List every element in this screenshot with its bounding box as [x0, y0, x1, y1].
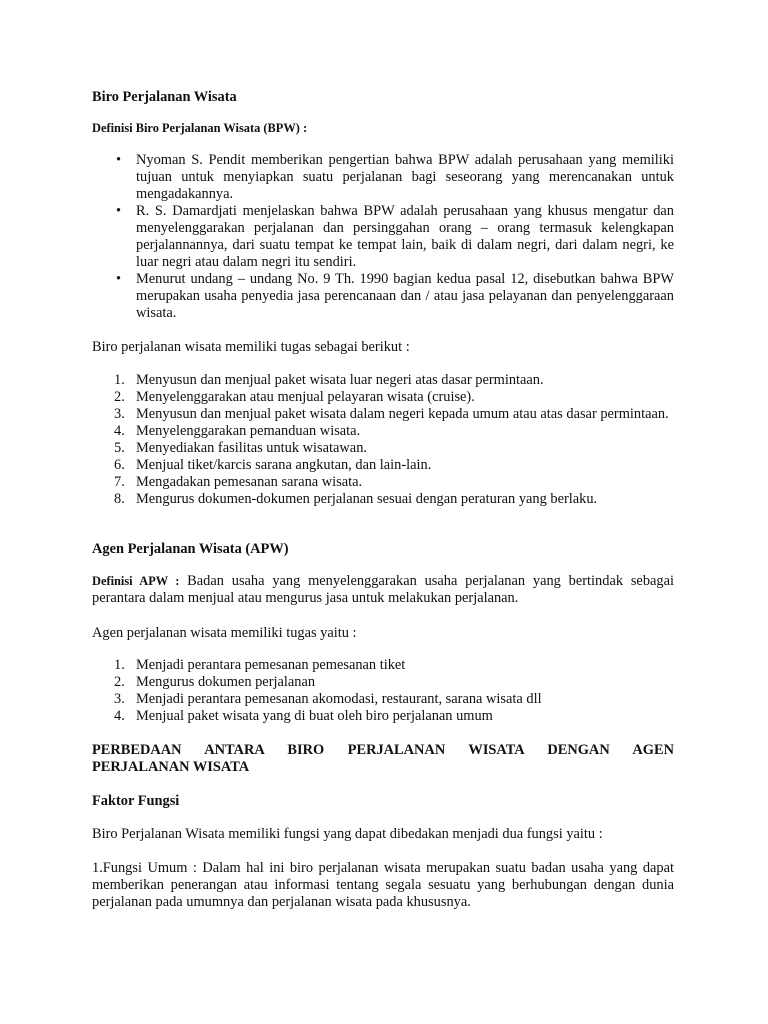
list-text: Menyusun dan menjual paket wisata luar negeri atas dasar permintaan.: [136, 372, 544, 388]
list-text: Menyediakan fasilitas untuk wisatawan.: [136, 440, 367, 456]
list-number: 4.: [114, 708, 125, 724]
list-item: • Menurut undang – undang No. 9 Th. 1990 bagian kedua pasal 12, disebutkan bahwa BPW merupakan usaha penyedia jasa perencanaan dan / atau jasa pelayanan dan penyelenggaraan wisata.: [92, 271, 674, 322]
list-number: 7.: [114, 474, 125, 490]
list-item: [92, 474, 674, 491]
difference-section-title: [92, 742, 674, 776]
list-item: [92, 440, 674, 457]
list-number: 6.: [114, 457, 125, 473]
list-item: [92, 691, 674, 708]
apw-tasks-list: [92, 657, 674, 725]
list-text: Menjadi perantara pemesanan pemesanan tiket: [136, 657, 406, 673]
list-number: 8.: [114, 491, 125, 507]
bpw-tasks-intro: Biro perjalanan wisata memiliki tugas sebagai berikut :: [92, 339, 410, 355]
list-item: [92, 491, 674, 508]
bpw-definition-heading: Definisi Biro Perjalanan Wisata (BPW) :: [92, 121, 308, 135]
function-general-paragraph: 1.Fungsi Umum : Dalam hal ini biro perjalanan wisata merupakan suatu badan usaha yang dapat memberikan penerangan atau informasi tentang segala sesuatu yang berhubungan dengan dunia perjalanan pada umumnya dan perjalanan wisata pada khususnya.: [92, 860, 674, 910]
list-number: 2.: [114, 389, 125, 405]
list-item: [92, 389, 674, 406]
apw-section-title: Agen Perjalanan Wisata (APW): [92, 541, 289, 557]
list-item: [92, 457, 674, 474]
list-text: Menyelenggarakan atau menjual pelayaran wisata (cruise).: [136, 389, 475, 405]
list-text: Menyusun dan menjual paket wisata dalam negeri kepada umum atau atas dasar permintaan.: [136, 406, 669, 422]
list-item: [92, 406, 674, 423]
list-text: Menjadi perantara pemesanan akomodasi, restaurant, sarana wisata dll: [136, 691, 542, 707]
list-text: Menjual paket wisata yang di buat oleh biro perjalanan umum: [136, 708, 493, 724]
list-number: 1.: [114, 657, 125, 673]
apw-definition-text: Badan usaha yang menyelenggarakan usaha perjalanan yang bertindak sebagai perantara dalam menjual atau mengurus jasa untuk melakukan perjalanan.: [92, 573, 674, 606]
list-number: 4.: [114, 423, 125, 439]
list-text: Mengurus dokumen-dokumen perjalanan sesuai dengan peraturan yang berlaku.: [136, 491, 598, 507]
factor-title: Faktor Fungsi: [92, 793, 180, 809]
list-number: 1.: [114, 372, 125, 388]
list-item: [92, 372, 674, 389]
list-text: Mengadakan pemesanan sarana wisata.: [136, 474, 363, 490]
list-item: [92, 423, 674, 440]
list-item: [92, 657, 674, 674]
bpw-definition-list: [92, 152, 674, 322]
list-number: 5.: [114, 440, 125, 456]
list-number: 3.: [114, 691, 125, 707]
apw-definition-label: Definisi APW :: [92, 574, 180, 588]
list-item: • Nyoman S. Pendit memberikan pengertian bahwa BPW adalah perusahaan yang memiliki tujuan untuk menyiapkan suatu perjalanan bagi seseorang yang merencanakan untuk mengadakannya.: [92, 152, 674, 203]
list-number: 2.: [114, 674, 125, 690]
difference-title-line1: PERBEDAAN ANTARA BIRO PERJALANAN WISATA DENGAN AGEN: [92, 742, 674, 758]
apw-definition: [92, 573, 674, 607]
list-text: Menyelenggarakan pemanduan wisata.: [136, 423, 361, 439]
list-number: 3.: [114, 406, 125, 422]
list-text: Menjual tiket/karcis sarana angkutan, dan lain-lain.: [136, 457, 432, 473]
bpw-tasks-list: [92, 372, 674, 508]
list-item: [92, 708, 674, 725]
list-text: Mengurus dokumen perjalanan: [136, 674, 316, 690]
apw-tasks-intro: Agen perjalanan wisata memiliki tugas yaitu :: [92, 625, 357, 641]
difference-title-line2: PERJALANAN WISATA: [92, 759, 250, 775]
bpw-function-intro: Biro Perjalanan Wisata memiliki fungsi yang dapat dibedakan menjadi dua fungsi yaitu :: [92, 826, 603, 842]
list-item: [92, 674, 674, 691]
document-title: Biro Perjalanan Wisata: [92, 89, 237, 105]
list-item: • R. S. Damardjati menjelaskan bahwa BPW adalah perusahaan yang khusus mengatur dan menyelenggarakan perjalanan dan persinggahan orang – orang termasuk kelengkapan perjalannannya, dari suatu tempat ke tempat lain, baik di dalam negri, dari dalam negri, ke luar negri atau dalam negri itu sendiri.: [92, 203, 674, 271]
